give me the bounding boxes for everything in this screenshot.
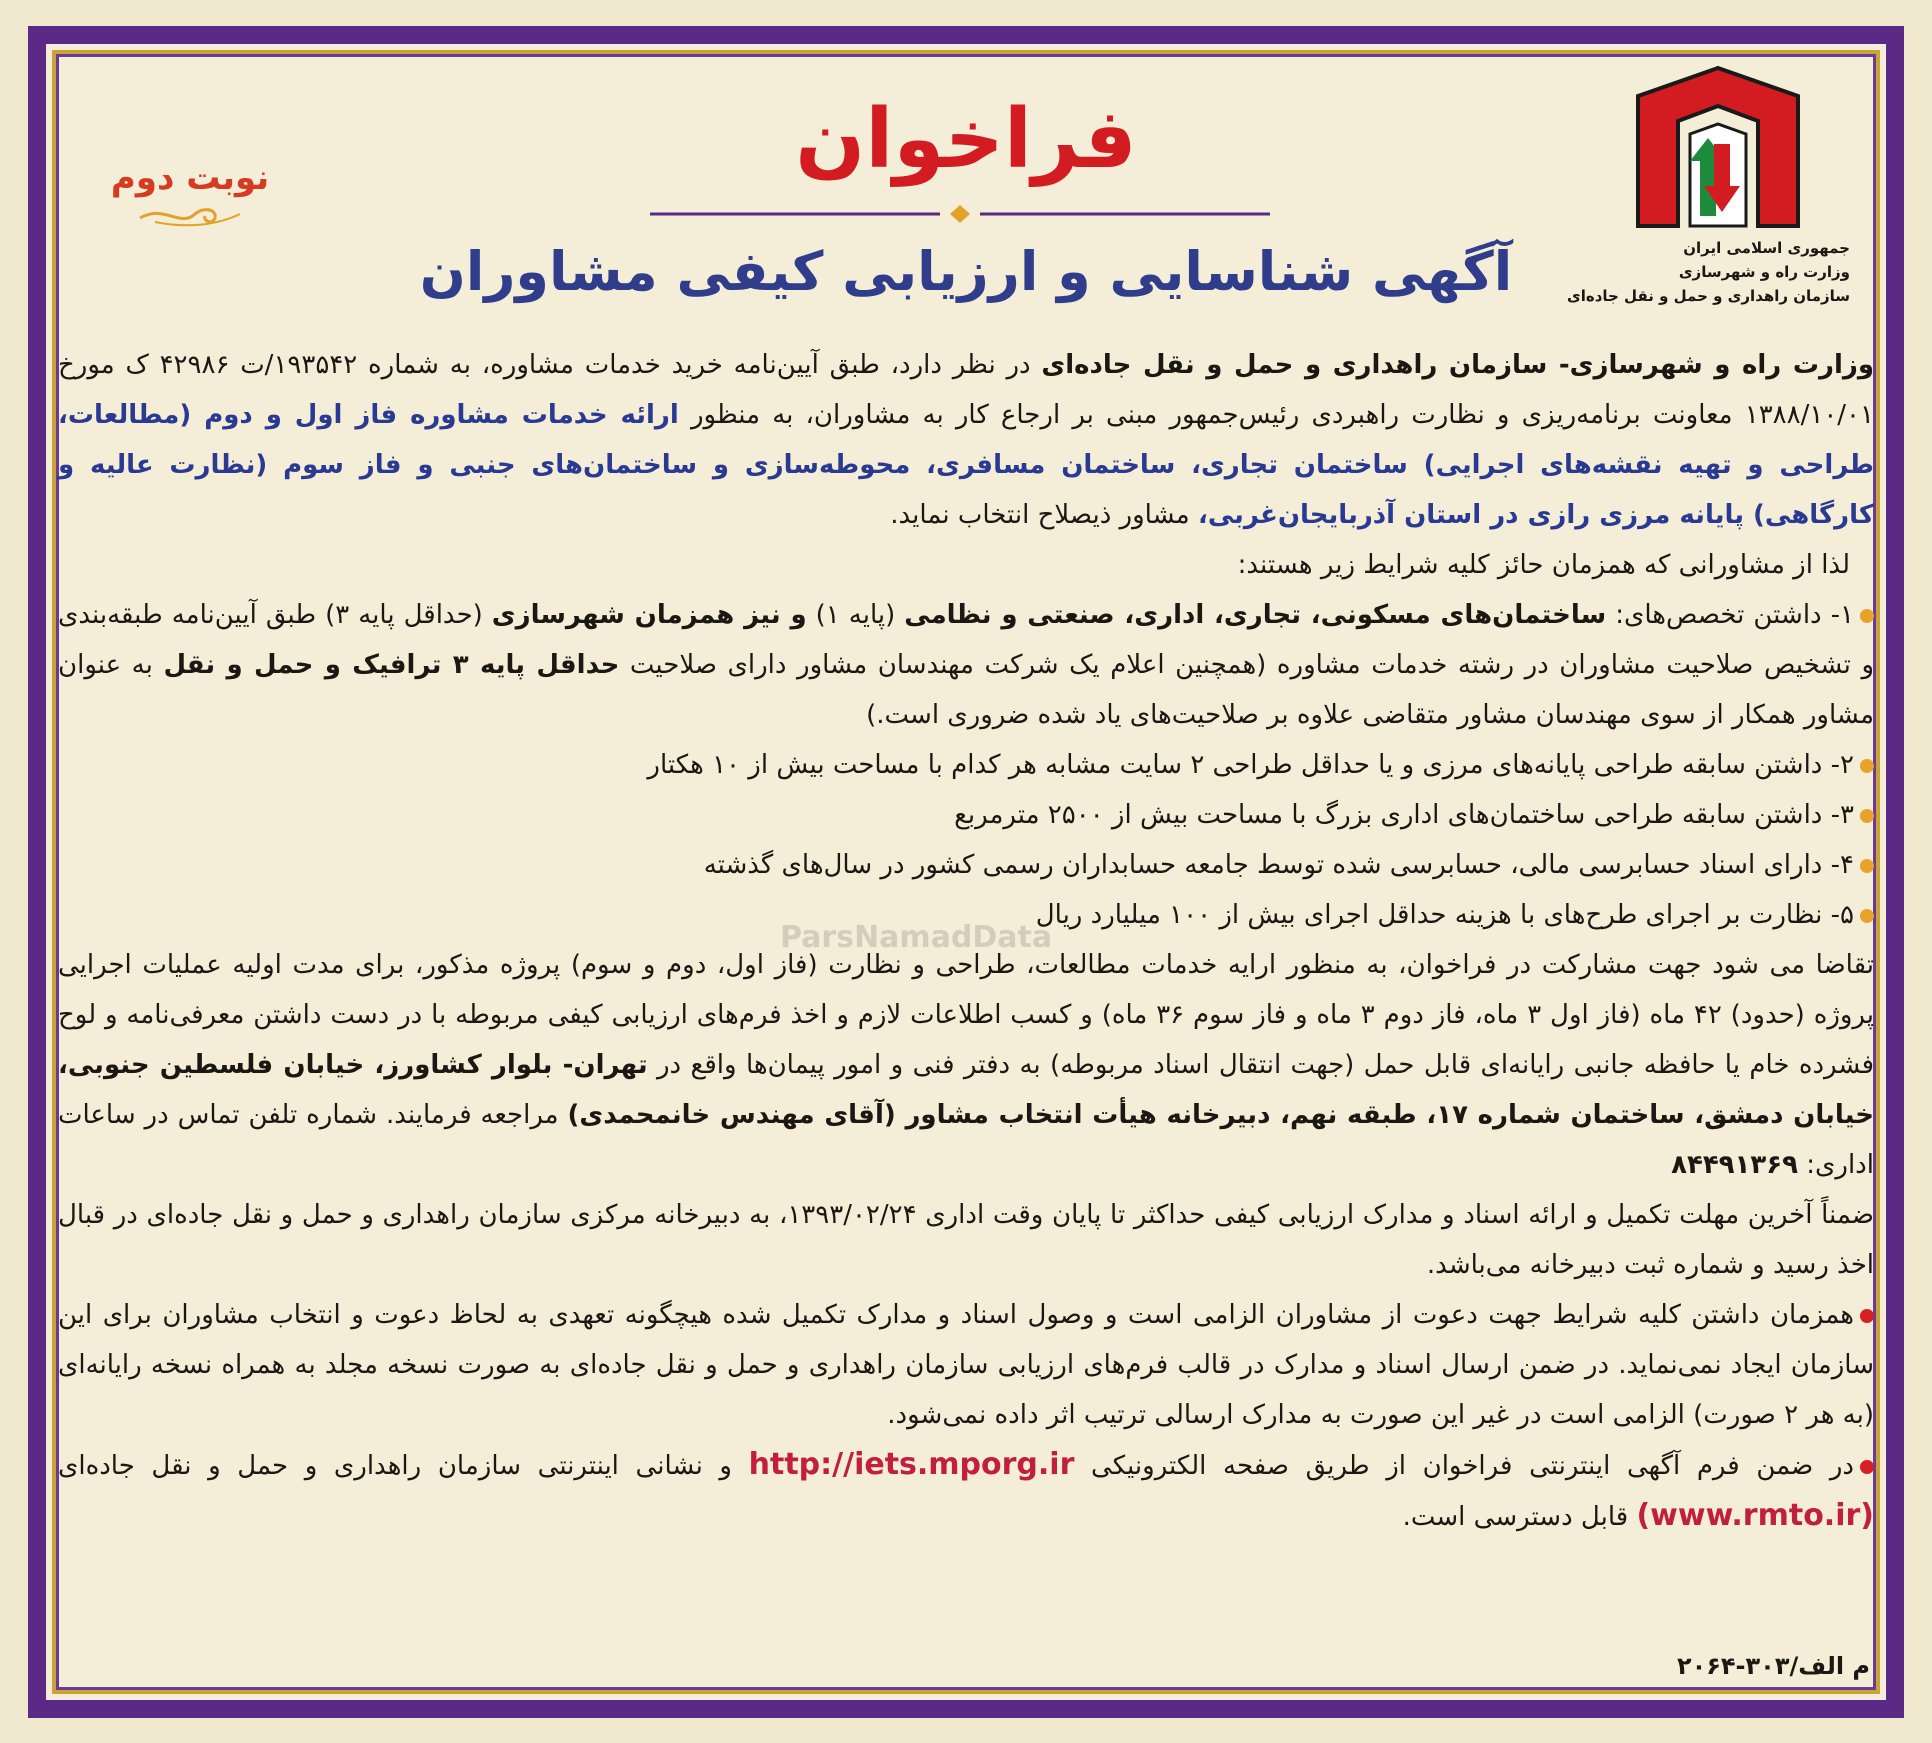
bullet-icon (1860, 909, 1874, 923)
note-text: همزمان داشتن کلیه شرایط جهت دعوت از مشاوران الزامی است و وصول اسناد و مدارک تکمیل شده هیچگونه تعهدی به لحاظ دعوت و انتخاب مشاوران برای این سازمان ایجاد نمی‌نماید. در ضمن ارسال اسناد و مدارک در قالب فرم‌های ارزیابی سازمان راهداری و حمل و نقل جاده‌ای به صورت نسخه مجلد به همراه نسخه رایانه‌ای (به هر ۲ صورت) الزامی است در غیر این صورت به مدارک ارسالی ترتیب اثر داده نمی‌شود. (58, 1300, 1874, 1430)
conditions-intro: لذا از مشاورانی که همزمان حائز کلیه شرایط زیر هستند: (1237, 550, 1850, 580)
condition-text: ساختمان‌های مسکونی، تجاری، اداری، صنعتی و نظامی (904, 600, 1607, 630)
ornament-divider-icon (650, 205, 1270, 223)
bullet-icon (1860, 609, 1874, 623)
intro-paragraph (58, 340, 1874, 540)
intro-text: در نظر دارد، طبق آیین‌نامه خرید خدمات مشاوره، به شماره ۱۹۳۵۴۲/ت ۴۲۹۸۶ ک مورخ ۱۳۸۸/۱۰/۰۱ معاونت برنامه‌ریزی و نظارت راهبردی رئیس‌جمهور مبنی بر ارجاع کار به مشاوران، به منظور (58, 350, 1874, 430)
condition-2 (58, 740, 1874, 790)
phone-number: ۸۴۴۹۱۳۶۹ (1671, 1150, 1799, 1180)
intro-text-end: مشاور ذیصلاح انتخاب نماید. (890, 500, 1198, 530)
note-1 (58, 1290, 1874, 1440)
deadline-paragraph: ضمناً آخرین مهلت تکمیل و ارائه اسناد و مدارک ارزیابی کیفی حداکثر تا پایان وقت اداری ۱۳۹۳/۰۲/۲۴، به دبیرخانه مرکزی سازمان راهداری و حمل و نقل جاده‌ای در قبال اخذ رسید و شماره ثبت دبیرخانه می‌باشد. (58, 1200, 1874, 1280)
watermark: ParsNamadData (780, 920, 1053, 955)
condition-text: و نیز همزمان شهرسازی (491, 600, 807, 630)
condition-1 (58, 590, 1874, 740)
condition-text: ۱- داشتن تخصص‌های: (1606, 600, 1854, 630)
condition-text: حداقل پایه ۳ ترافیک و حمل و نقل (163, 650, 620, 680)
note-text: در ضمن فرم آگهی اینترنتی فراخوان از طریق صفحه الکترونیکی (1074, 1451, 1855, 1481)
bullet-icon (1860, 1309, 1874, 1323)
condition-text: ۲- داشتن سابقه طراحی پایانه‌های مرزی و یا حداقل طراحی ۲ سایت مشابه هر کدام با مساحت بیش از ۱۰ هکتار (647, 750, 1854, 780)
request-paragraph (58, 940, 1874, 1190)
project-description: ارائه خدمات مشاوره فاز اول و دوم (مطالعات، طراحی و تهیه نقشه‌های اجرایی) ساختمان تجاری، ساختمان مسافری، محوطه‌سازی و ساختمان‌های جنبی و فاز سوم (نظارت عالیه و کارگاهی) پایانه مرزی رازی در استان آذربایجان‌غربی، (58, 400, 1874, 530)
page-subtitle: آگهی شناسایی و ارزیابی کیفی مشاوران (419, 240, 1513, 303)
note-text: قابل دسترسی است. (1402, 1502, 1637, 1532)
reference-number: م الف/۳۰۳-۲۰۶۴ (1676, 1652, 1870, 1680)
office-address: تهران- بلوار کشاورز، خیابان فلسطین جنوبی، خیابان دمشق، ساختمان شماره ۱۷، طبقه نهم، دبیرخانه هیأت انتخاب مشاور (آقای مهندس خانمحمدی) (58, 1050, 1875, 1130)
request-text: تقاضا می شود جهت مشارکت در فراخوان، به منظور ارایه خدمات مطالعات، طراحی و نظارت (فاز اول، دوم و سوم) پروژه مذکور، برای مدت اولیه عملیات اجرایی پروژه (حدود) ۴۲ ماه (فاز اول ۳ ماه، فاز دوم ۳ ماه و فاز سوم ۳۶ ماه) و کسب اطلاعات لازم و اخذ فرم‌های ارزیابی کیفی مربوطه با در دست داشتن معرفی‌نامه و لوح فشرده خام یا حافظه جانبی رایانه‌ای قابل حمل (جهت انتقال اسناد مربوطه) به دفتر فنی و امور پیمان‌ها واقع در (58, 950, 1875, 1080)
condition-text: ۵- نظارت بر اجرای طرح‌های با هزینه حداقل اجرای بیش از ۱۰۰ میلیارد ریال (1035, 900, 1854, 930)
condition-text: ۴- دارای اسناد حسابرسی مالی، حسابرسی شده توسط جامعه حسابداران رسمی کشور در سال‌های گذشته (703, 850, 1854, 880)
logo-caption-line: سازمان راهداری و حمل و نقل جاده‌ای (1566, 287, 1850, 305)
page-title: فراخوان (795, 92, 1137, 187)
condition-3 (58, 790, 1874, 840)
website-link[interactable]: http://iets.mporg.ir (748, 1447, 1075, 1482)
website-link[interactable]: (www.rmto.ir) (1636, 1498, 1874, 1533)
bullet-icon (1860, 809, 1874, 823)
condition-text: (پایه ۱) (806, 600, 905, 630)
logo-caption-line: جمهوری اسلامی ایران (1683, 239, 1850, 257)
note-2 (58, 1440, 1874, 1542)
bullet-icon (1860, 859, 1874, 873)
bullet-icon (1860, 759, 1874, 773)
bullet-icon (1860, 1460, 1874, 1474)
condition-text: ۳- داشتن سابقه طراحی ساختمان‌های اداری بزرگ با مساحت بیش از ۲۵۰۰ مترمربع (954, 800, 1854, 830)
condition-text: (حداقل پایه ۳) طبق آیین‌نامه طبقه‌بندی و تشخیص صلاحیت مشاوران در رشته خدمات مشاوره (همچنین اعلام یک شرکت مهندسان مشاور دارای صلاحیت (58, 600, 1874, 680)
note-text: و نشانی اینترنتی سازمان راهداری و حمل و نقل جاده‌ای (58, 1451, 749, 1481)
condition-text: به عنوان مشاور همکار از سوی مهندسان مشاور متقاضی علاوه بر صلاحیت‌های یاد شده ضروری است.) (58, 650, 1874, 730)
condition-4 (58, 840, 1874, 890)
request-text: مراجعه فرمایند. شماره تلفن تماس در ساعات اداری: (58, 1100, 1874, 1180)
round-label: نوبت دوم (110, 158, 270, 198)
logo-caption-line: وزارت راه و شهرسازی (1678, 263, 1850, 281)
org-name: وزارت راه و شهرسازی- سازمان راهداری و حمل و نقل جاده‌ای (1041, 350, 1874, 380)
swash-ornament-icon (135, 202, 245, 228)
